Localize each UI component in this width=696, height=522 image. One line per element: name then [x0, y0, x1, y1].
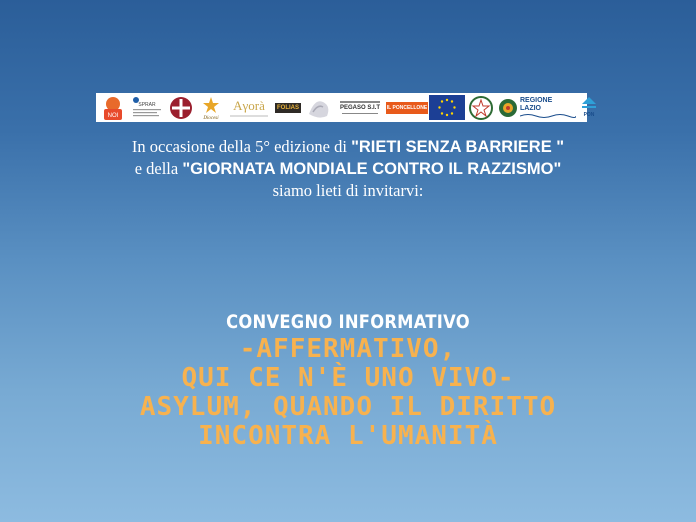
ragazzi-logo-text: NOI: [107, 113, 119, 119]
poncellone-logo-text: IL PONCELLONE: [386, 102, 428, 114]
invitation-line-2: [0, 158, 696, 180]
invitation-line-3: siamo lieti di invitarvi:: [272, 181, 424, 200]
pensiero-logo: [304, 94, 334, 121]
event-name-rieti: "RIETI SENZA BARRIERE ": [351, 138, 565, 156]
invitation-line-2-prefix: e della: [134, 159, 183, 178]
event-name-giornata: "GIORNATA MONDIALE CONTRO IL RAZZISMO": [182, 160, 562, 178]
agora-logo: [226, 94, 272, 121]
convegno-title-line-2: QUI CE N'È UNO VIVO-: [181, 363, 515, 393]
convegno-label: CONVEGNO INFORMATIVO: [226, 311, 470, 333]
repubblica-logo: [466, 94, 496, 121]
convegno-title-line-3: ASYLUM, QUANDO IL DIRITTO: [139, 392, 557, 422]
invitation-line-1-prefix: In occasione della 5° edizione di: [131, 137, 352, 156]
pon-logo: [578, 94, 600, 121]
pegaso-logo-text: PEGASO S.I.T: [339, 104, 380, 111]
regione-lazio-logo-text: REGIONE LAZIO: [520, 96, 553, 112]
folias-logo-text: FOLIAS: [277, 104, 299, 111]
agora-logo-text: Aγorà: [233, 97, 265, 113]
pegaso-logo-line-bottom: [342, 113, 378, 115]
sindaco-logo: [496, 94, 520, 121]
agora-logo-underline: [230, 115, 268, 117]
sponsor-logo-strip: [96, 93, 595, 122]
caritas-logo: [166, 94, 196, 121]
invitation-text: [0, 136, 696, 202]
pegaso-logo: [334, 94, 386, 121]
poncellone-logo: [386, 94, 428, 121]
pegaso-logo-line-top: [340, 101, 380, 103]
convegno-title: [0, 335, 696, 451]
diocesi-logo: [196, 94, 226, 121]
sprar-logo-text: SPRAR: [138, 102, 156, 108]
convegno-title-line-4: INCONTRA L'UMANITÀ: [198, 421, 498, 451]
convegno-title-line-1: -AFFERMATIVO,: [239, 334, 457, 364]
eu-logo: [428, 94, 466, 121]
pon-logo-text: PON: [583, 112, 595, 118]
diocesi-logo-text: Diocesi: [203, 116, 219, 121]
regione-lazio-logo: [520, 94, 578, 121]
sprar-logo: [128, 94, 166, 121]
invitation-line-1: [0, 136, 696, 158]
ragazzi-logo: [98, 94, 128, 121]
folias-logo: [272, 94, 304, 121]
